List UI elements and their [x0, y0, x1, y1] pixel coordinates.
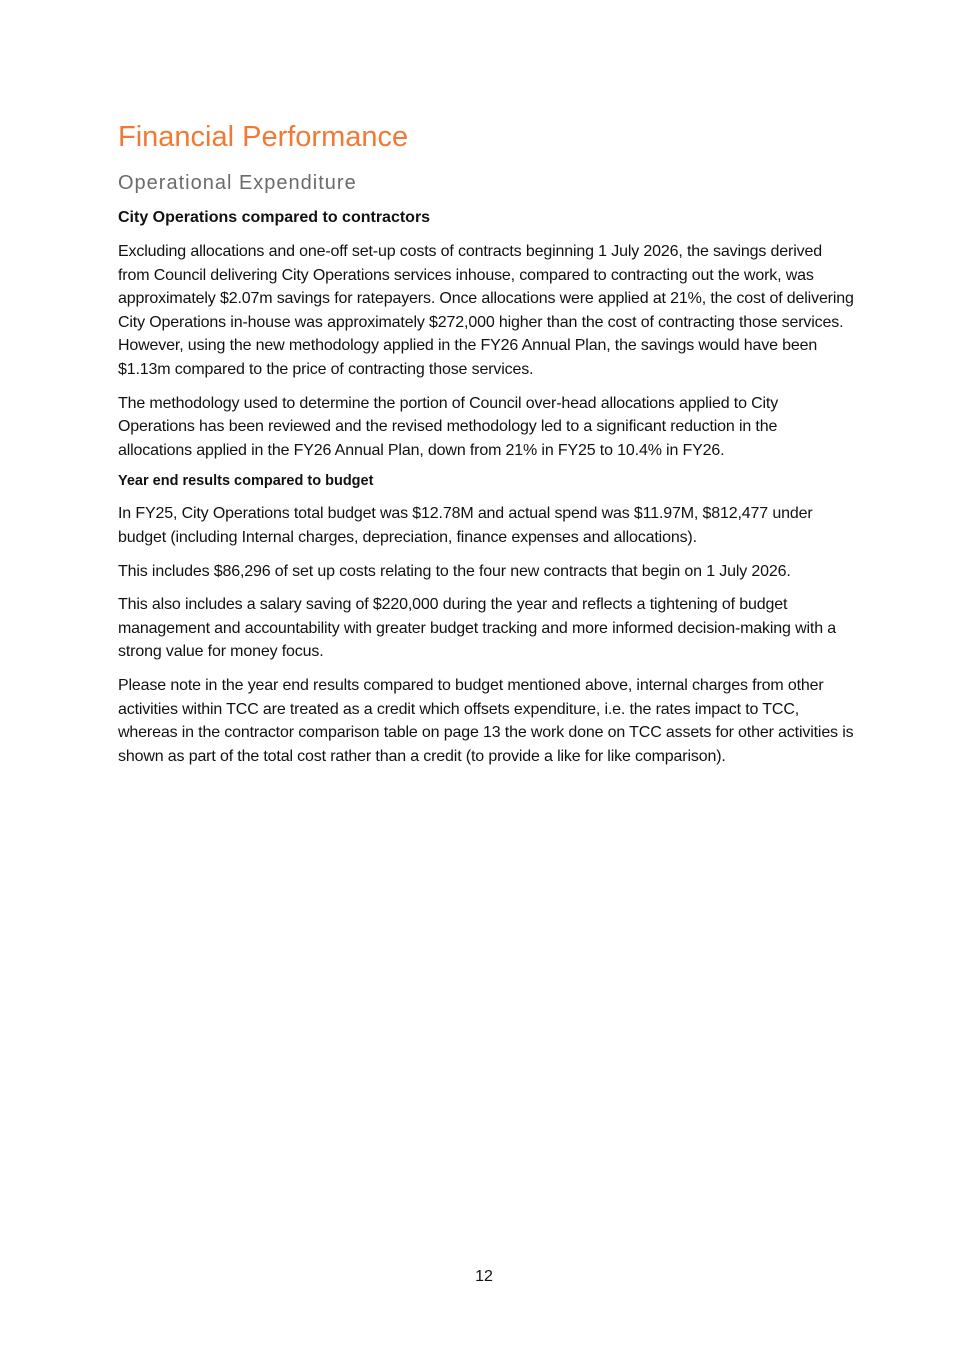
- paragraph: This includes $86,296 of set up costs relating to the four new contracts that begin on 1 July 2026.: [118, 562, 791, 580]
- section-heading-budget: Year end results compared to budget: [118, 473, 374, 490]
- page-title: Financial Performance: [118, 121, 409, 153]
- section-subtitle: Operational Expenditure: [118, 172, 357, 194]
- paragraph: The methodology used to determine the portion of Council over-head allocations applied to City Operations has been reviewed and the revised methodology led to a significant reduction in the allocations applied in the FY26 Annual Plan, down from 21% in FY25 to 10.4% in FY26.: [118, 394, 779, 459]
- paragraph: This also includes a salary saving of $220,000 during the year and reflects a tightening of budget management and accountability with greater budget tracking and more informed decision-making with a strong value for money focus.: [118, 596, 836, 661]
- section-heading-contractors: City Operations compared to contractors: [118, 209, 431, 226]
- page-number: 12: [475, 1268, 493, 1285]
- page-content: [118, 118, 854, 768]
- paragraph: Please note in the year end results compared to budget mentioned above, internal charges from other activities within TCC are treated as a credit which offsets expenditure, i.e. the rates impact to TCC, whereas in the contractor comparison table on page 13 the work done on TCC assets for other activities is shown as part of the total cost rather than a credit (to provide a like for like comparison).: [118, 676, 854, 765]
- paragraph: In FY25, City Operations total budget was $12.78M and actual spend was $11.97M, $812,477 under budget (including Internal charges, depreciation, finance expenses and allocations).: [118, 505, 813, 546]
- paragraph: Excluding allocations and one-off set-up costs of contracts beginning 1 July 2026, the savings derived from Council delivering City Operations services inhouse, compared to contracting out the work, was approximately $2.07m savings for ratepayers. Once allocations were applied at 21%, the cost of delivering City Operations in-house was approximately $272,000 higher than the cost of contracting those services. However, using the new methodology applied in the FY26 Annual Plan, the savings would have been $1.13m compared to the price of contracting those services.: [118, 243, 854, 378]
